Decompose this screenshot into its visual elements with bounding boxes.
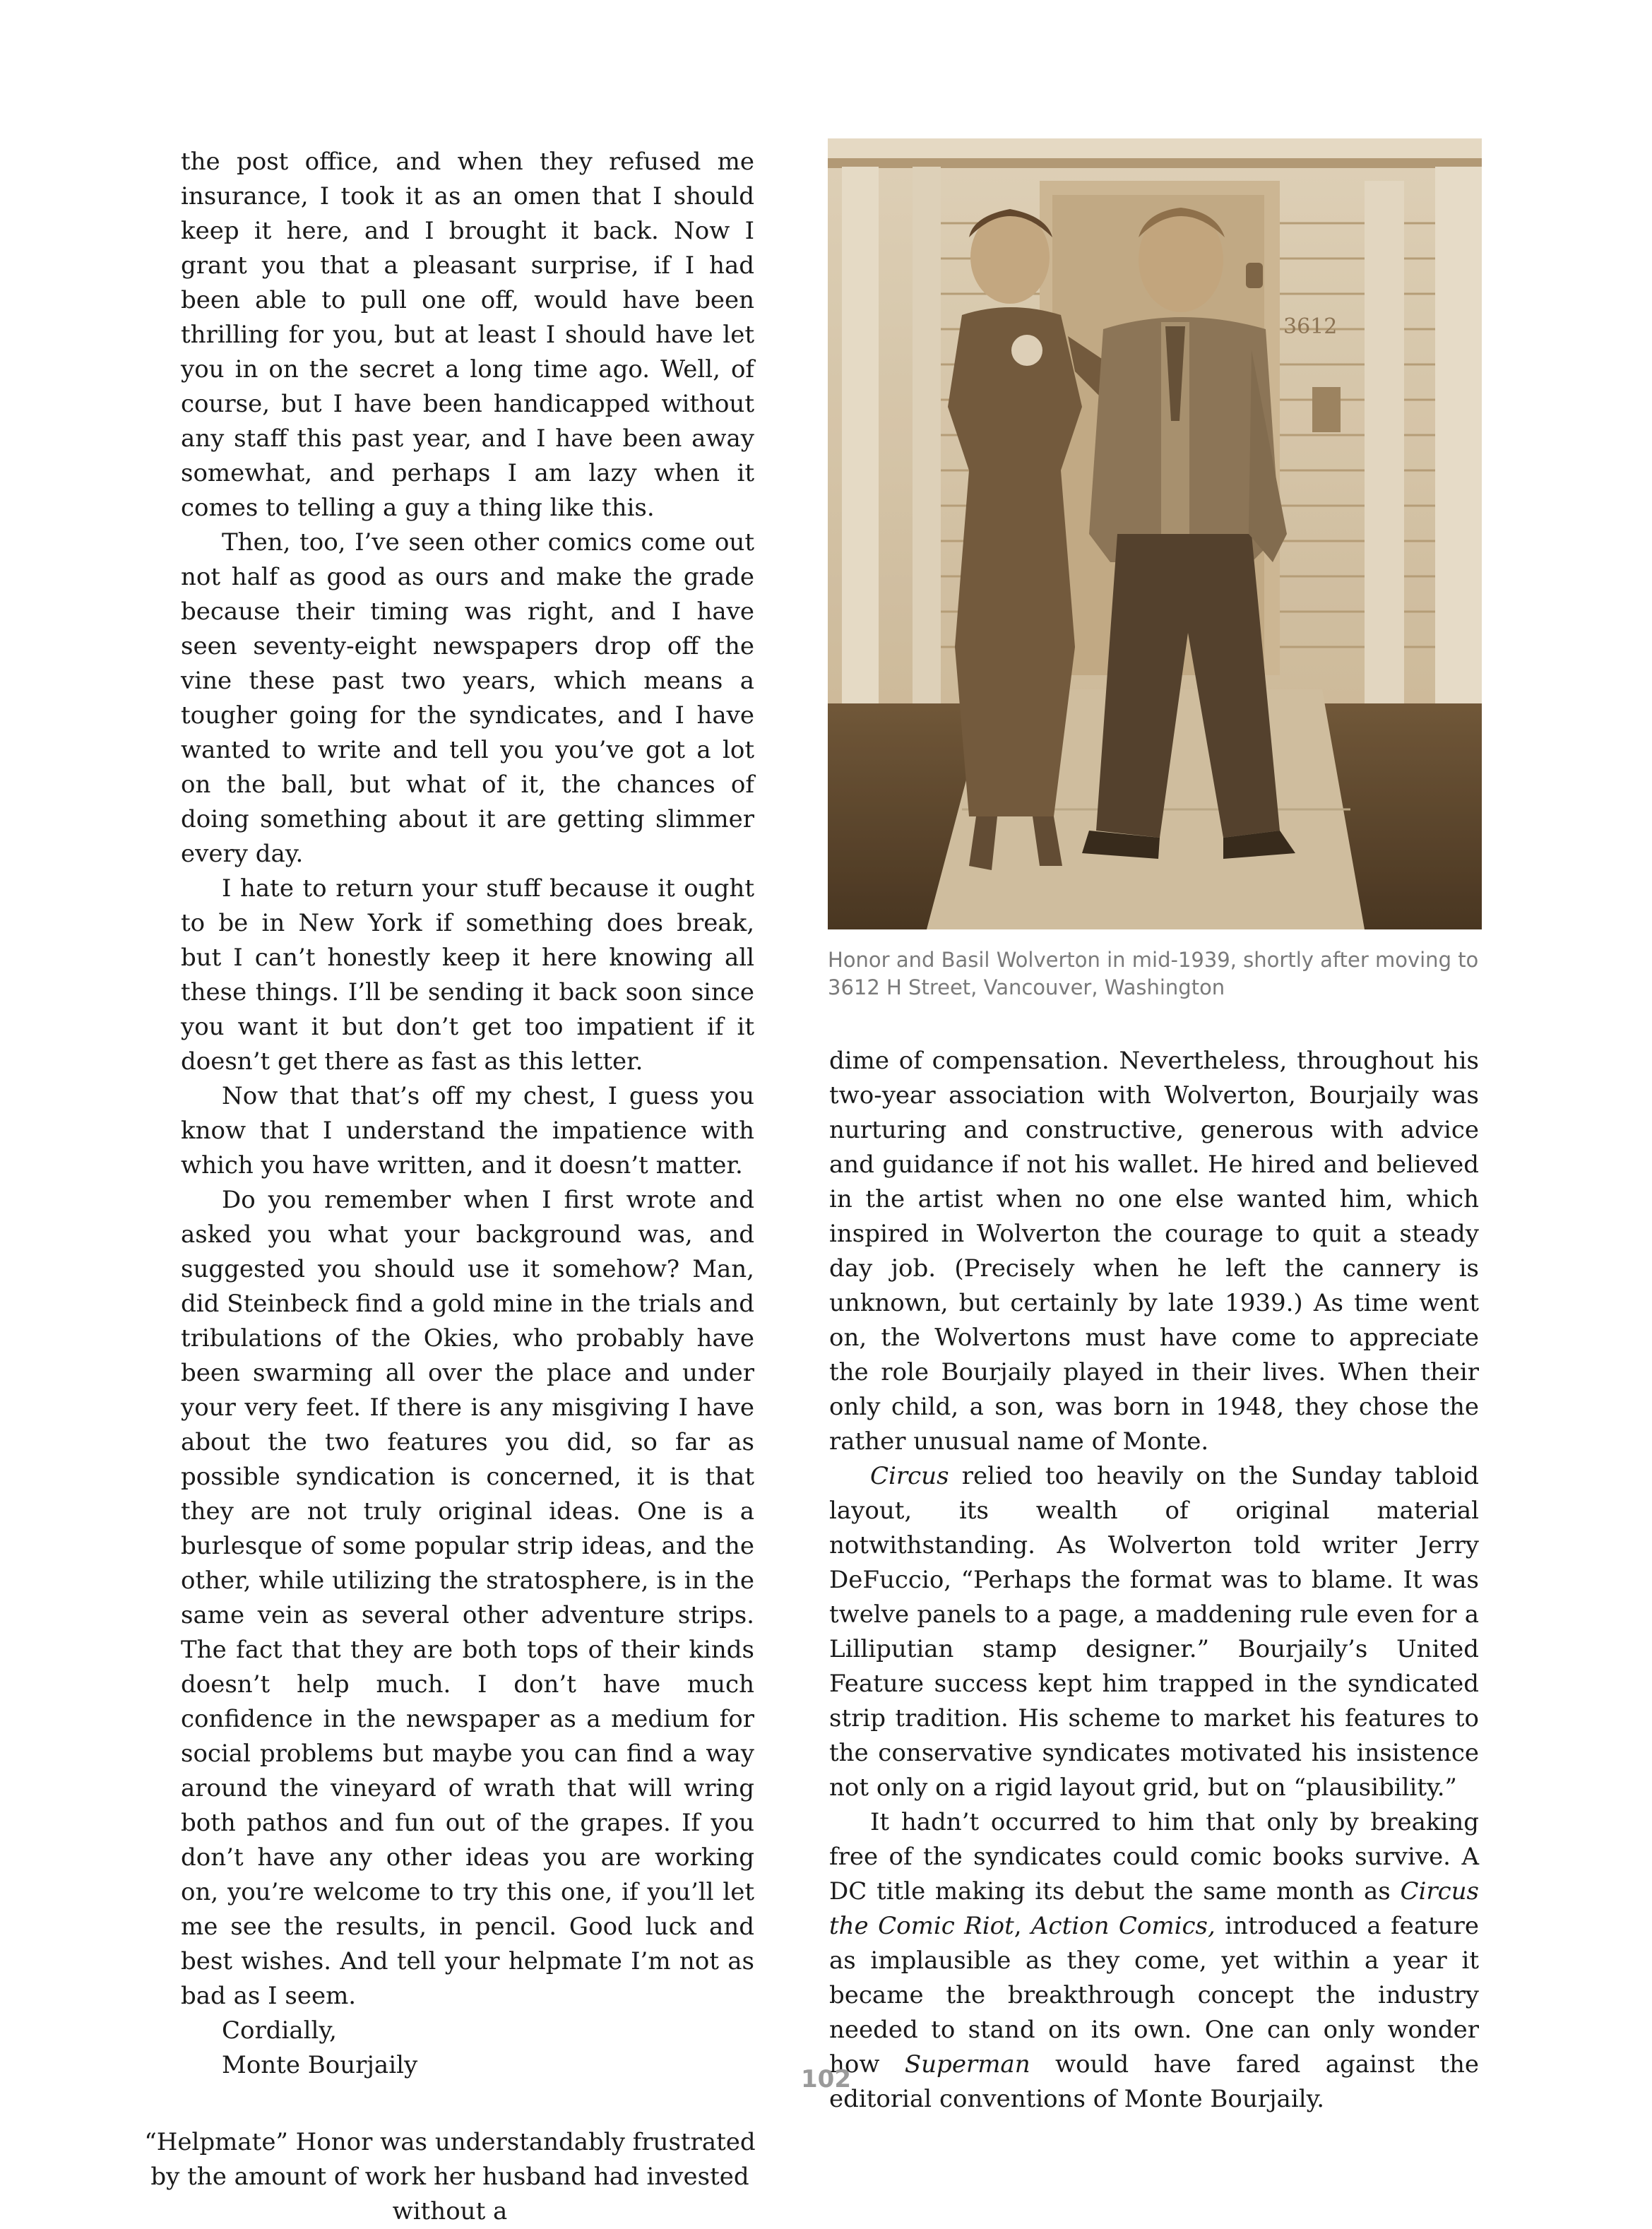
letter-paragraph: the post office, and when they refused me insurance, I took it as an omen that I should keep it here, and I brought it back. Now I grant you that a pleasant surprise, if I had been able to pull one off, would have been thrilling for you, but at least I should have let you in on the secret a long time ago. Well, of course, but I have been handicapped without any staff this past year, and I have been away somewhat, and perhaps I am lazy when it comes to telling a guy a thing like this. bbox=[181, 148, 754, 522]
house-number: 3612 bbox=[1283, 314, 1338, 339]
sepia-photograph bbox=[828, 138, 1482, 929]
letter-closing: Cordially, bbox=[222, 2016, 337, 2045]
italic-title: Circus the Comic Riot bbox=[829, 1877, 1479, 1940]
letter-paragraph: Do you remember when I first wrote and asked you what your background was, and suggested you should use it somehow? Man, did Steinbeck find a gold mine in the trials and tribulations of the Okies, who probably have been swarming all over the place and under your very feet. If there is any misgiving I have about the two features you did, so far as possible syndication is concerned, it is that they are not truly original ideas. One is a burlesque of some popular strip ideas, and the other, while utilizing the stratosphere, is in the same vein as several other adventure strips. The fact that they are both tops of their kinds doesn’t help much. I don’t have much confidence in the newspaper as a medium for social problems but maybe you can find a way around the vineyard of wrath that will wring both pathos and fun out of the grapes. If you don’t have any other ideas you are working on, you’re welcome to try this one, if you’ll let me see the results, in pencil. Good luck and best wishes. And tell your helpmate I’m not as bad as I seem. bbox=[181, 1186, 754, 2010]
photo-caption: Honor and Basil Wolverton in mid-1939, shortly after moving to 3612 H Street, Vancouver, Washington bbox=[828, 948, 1479, 999]
body-paragraph: Circus relied too heavily on the Sunday tabloid layout, its wealth of original material notwithstanding. As Wolverton told writer Jerry DeFuccio, “Perhaps the format was to blame. It was twelve panels to a page, a maddening rule even for a Lilliputian stamp designer.” Bourjaily’s United Feature success kept him trapped in the syndicated strip tradition. His scheme to market his features to the conservative syndicates motivated his insistence not only on a rigid layout grid, but on “plausibility.” bbox=[829, 1462, 1479, 1802]
photo-illustration bbox=[828, 138, 1482, 929]
italic-title: Circus bbox=[870, 1462, 949, 1490]
letter-paragraph: Now that that’s off my chest, I guess you know that I understand the impatience with which you have written, and it doesn’t matter. bbox=[181, 1082, 754, 1179]
right-text-column bbox=[829, 1044, 1479, 2117]
letter-paragraph: Then, too, I’ve seen other comics come out not half as good as ours and make the grade because their timing was right, and I have seen seventy-eight newspapers drop off the vine these past two years, which means a tougher going for the syndicates, and I have wanted to write and tell you you’ve got a lot on the ball, but what of it, the chances of doing something about it are getting slimmer every day. bbox=[181, 528, 754, 868]
body-paragraph: dime of compensation. Nevertheless, throughout his two-year association with Wolverton, Bourjaily was nurturing and constructive, generous with advice and guidance if not his wallet. He hired and believed in the artist when no one else wanted him, which inspired in Wolverton the courage to quit a steady day job. (Precisely when he left the cannery is unknown, but certainly by late 1939.) As time went on, the Wolvertons must have come to appreciate the role Bourjaily played in their lives. When their only child, a son, was born in 1948, they chose the rather unusual name of Monte. bbox=[829, 1047, 1479, 1456]
body-paragraph: It hadn’t occurred to him that only by breaking free of the syndicates could comic books survive. A DC title making its debut the same month as Circus the Comic Riot, Action Comics, introduced a feature as implausible as they come, yet within a year it became the breakthrough concept the industry needed to stand on its own. One can only wonder how Superman would have fared against the editorial conventions of Monte Bourjaily. bbox=[829, 1808, 1479, 2113]
italic-title: Action Comics, bbox=[1031, 1912, 1216, 1940]
italic-title: Superman bbox=[904, 2050, 1030, 2079]
narrative-paragraph: “Helpmate” Honor was understandably frustrated by the amount of work her husband had invested without a bbox=[144, 2128, 756, 2225]
letter-paragraph: I hate to return your stuff because it ought to be in New York if something does break, but I can’t honestly keep it here knowing all these things. I’ll be sending it back soon since you want it but don’t get too impatient if it doesn’t get there as fast as this letter. bbox=[181, 874, 754, 1076]
letter-signature: Monte Bourjaily bbox=[222, 2051, 418, 2079]
left-text-column bbox=[144, 145, 756, 2229]
page-number: 102 bbox=[801, 2065, 851, 2093]
